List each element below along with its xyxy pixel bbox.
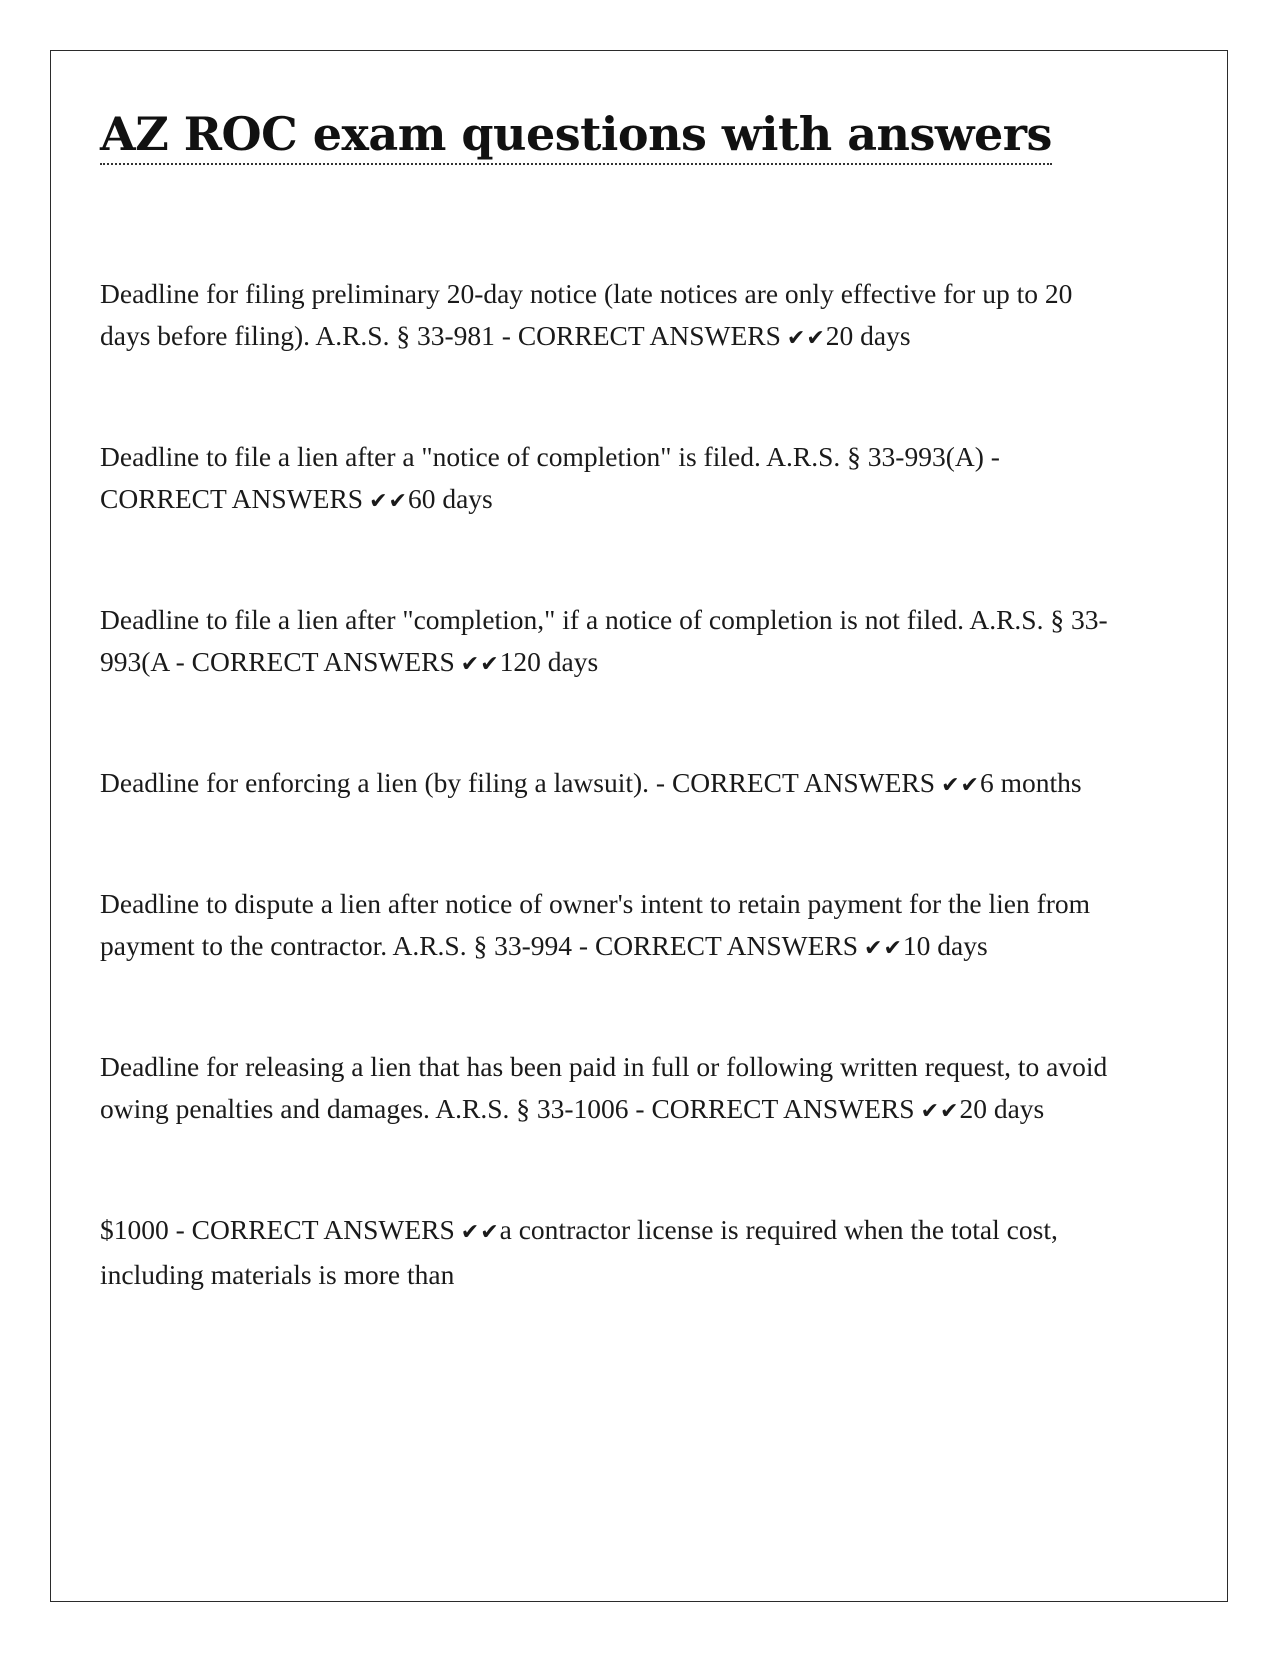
correct-answers-label: CORRECT ANSWERS: [671, 766, 936, 798]
qa-item: [100, 1046, 1120, 1133]
question-text: Deadline for enforcing a lien (by filing a lawsuit).: [100, 766, 650, 798]
question-text: Deadline to dispute a lien after notice of owner's intent to retain payment for the lien from payment to the contractor. A.R.S. § 33-994: [100, 887, 1091, 961]
page-title: AZ ROC exam questions with answers: [100, 108, 1052, 165]
question-text: Deadline for filing preliminary 20-day notice (late notices are only effective for up to 20 days before filing). A.R.S. § 33-981: [100, 277, 1073, 351]
correct-answers-label: CORRECT ANSWERS: [651, 1092, 915, 1124]
qa-item: [100, 1209, 1120, 1296]
qa-list: [100, 273, 1120, 1296]
qa-item: [100, 436, 1120, 523]
double-check-icon: ✔✔: [460, 1219, 500, 1245]
double-check-icon: ✔✔: [460, 651, 500, 677]
answer-text: 120 days: [499, 645, 599, 677]
qa-item: [100, 762, 1120, 807]
correct-answers-label: CORRECT ANSWERS: [191, 1213, 455, 1245]
double-check-icon: ✔✔: [864, 935, 903, 961]
correct-answers-label: CORRECT ANSWERS: [100, 482, 364, 514]
qa-item: [100, 273, 1120, 360]
question-text: Deadline for releasing a lien that has been paid in full or following written request, to avoid owing penalties and damages. A.R.S. § 33-1006: [100, 1050, 1108, 1124]
correct-answers-label: CORRECT ANSWERS: [594, 929, 859, 961]
double-check-icon: ✔✔: [920, 1098, 960, 1124]
question-text: $1000: [100, 1213, 169, 1245]
qa-item: [100, 599, 1120, 686]
answer-text: 20 days: [959, 1092, 1045, 1124]
answer-text: 6 months: [979, 766, 1082, 798]
answer-text: 20 days: [825, 319, 911, 351]
answer-text: a contractor license is required when the total cost, including materials is more than: [100, 1213, 1058, 1290]
answer-text: 10 days: [902, 929, 988, 961]
question-text: Deadline to file a lien after a "notice of completion" is filed. A.R.S. § 33-993(A): [100, 440, 984, 472]
document-content: [100, 108, 1120, 1296]
question-text: Deadline to file a lien after "completion," if a notice of completion is not filed. A.R.S. § 33-993(A: [100, 603, 1108, 677]
answer-text: 60 days: [407, 482, 493, 514]
double-check-icon: ✔✔: [369, 488, 408, 514]
correct-answers-label: CORRECT ANSWERS: [517, 319, 781, 351]
double-check-icon: ✔✔: [786, 325, 826, 351]
correct-answers-label: CORRECT ANSWERS: [191, 645, 455, 677]
qa-item: [100, 883, 1120, 970]
double-check-icon: ✔✔: [941, 772, 980, 798]
